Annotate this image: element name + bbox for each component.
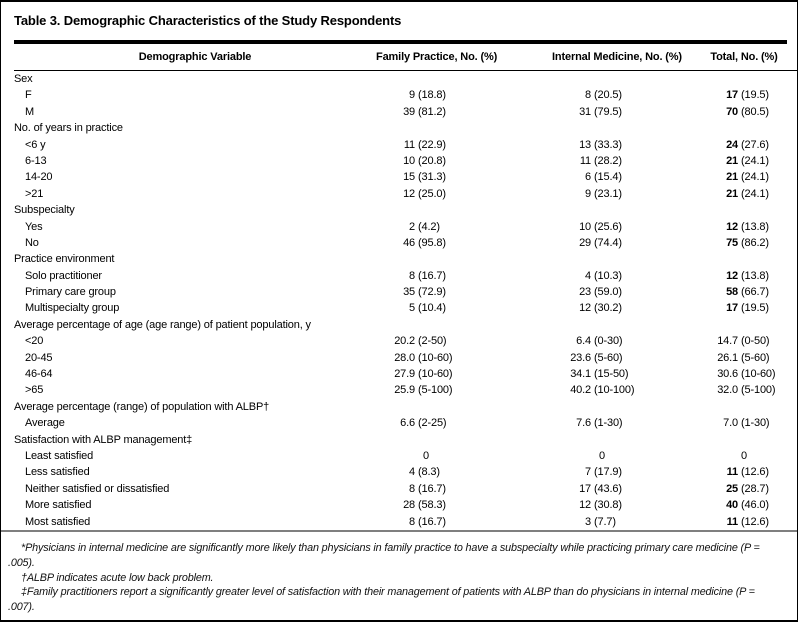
value-percent: (27.6)	[741, 138, 769, 151]
value-number: 20.2	[394, 335, 415, 348]
footnote-divider-rule	[1, 530, 797, 533]
value-percent: (24.1)	[741, 171, 769, 184]
value-percent: (5-60)	[594, 351, 623, 364]
value-number: 30.6	[717, 368, 738, 381]
value-number: 17	[726, 89, 738, 102]
value-number: 11	[403, 138, 415, 151]
table-row	[14, 382, 797, 398]
footnote-marker: †	[21, 571, 27, 584]
value-percent: (79.5)	[594, 105, 622, 118]
value-percent: (43.6)	[594, 482, 622, 495]
table-row	[14, 169, 797, 185]
value-number: 34.1	[570, 368, 591, 381]
value-percent: (2-50)	[418, 335, 447, 348]
value-percent: (23.1)	[594, 187, 622, 200]
table-row	[14, 284, 797, 300]
value-number: 58	[726, 286, 738, 299]
value-number: 9	[585, 187, 591, 200]
value-percent: (1-30)	[594, 417, 623, 430]
table-row	[14, 448, 797, 464]
value-number: 14.7	[717, 335, 738, 348]
value-percent: (19.5)	[741, 302, 769, 315]
value-number: 11	[726, 466, 738, 479]
row-label: Average percentage of age (age range) of patient population, y	[14, 318, 311, 331]
value-percent: (24.1)	[741, 154, 769, 167]
value-percent: (59.0)	[594, 286, 622, 299]
value-number: 17	[579, 482, 591, 495]
footnote-text: ALBP indicates acute low back problem.	[26, 571, 214, 584]
value-number: 10	[403, 154, 415, 167]
table-group-row	[14, 202, 797, 218]
value-number: 75	[726, 236, 738, 249]
table-row	[14, 366, 797, 382]
value-percent: (10-60)	[741, 368, 776, 381]
row-label: Sex	[14, 73, 33, 85]
row-label: >65	[25, 384, 44, 397]
value-percent: (2-25)	[418, 417, 447, 430]
value-number: 25	[726, 482, 738, 495]
footnote	[8, 585, 783, 614]
value-percent: (20.5)	[594, 89, 622, 102]
row-label: Multispecialty group	[25, 302, 120, 315]
value-number: 13	[579, 138, 591, 151]
value-number: 7.0	[723, 417, 738, 430]
row-label: Average	[25, 417, 65, 430]
value-number: 40.2	[570, 384, 591, 397]
row-label: Primary care group	[25, 286, 116, 299]
value-number: 26.1	[717, 351, 738, 364]
row-label: M	[25, 105, 35, 118]
value-number: 28	[403, 499, 415, 512]
row-label: 20-45	[25, 351, 53, 364]
row-label: F	[25, 89, 32, 102]
table-title: Table 3. Demographic Characteristics of the Study Respondents	[14, 13, 402, 28]
value-percent: (4.2)	[418, 220, 440, 233]
value-number: 27.9	[394, 368, 415, 381]
value-number: 11	[579, 154, 591, 167]
value-number: 7.6	[576, 417, 591, 430]
row-label: Satisfaction with ALBP management‡	[14, 433, 193, 446]
footnote-text: Family practitioners report a significantly greater level of satisfaction with their management of patients with ALBP than do physicians in internal medicine (P = .007).	[8, 586, 755, 613]
value-percent: (5-100)	[418, 384, 453, 397]
table-row	[14, 137, 797, 153]
value-cell: 0	[599, 449, 605, 462]
footnotes	[8, 541, 783, 614]
value-number: 40	[726, 499, 738, 512]
table-row	[14, 333, 797, 349]
value-percent: (81.2)	[418, 105, 446, 118]
value-number: 8	[409, 482, 415, 495]
value-number: 25.9	[394, 384, 415, 397]
value-percent: (30.2)	[594, 302, 622, 315]
value-number: 12	[726, 220, 738, 233]
column-header-row	[14, 44, 797, 71]
value-percent: (95.8)	[418, 236, 446, 249]
value-number: 6.4	[576, 335, 591, 348]
value-number: 21	[726, 171, 738, 184]
row-label: Solo practitioner	[25, 269, 102, 282]
table-body	[14, 71, 797, 530]
value-percent: (8.3)	[418, 466, 440, 479]
value-percent: (10-60)	[418, 351, 453, 364]
table-group-row	[14, 120, 797, 136]
value-number: 21	[726, 187, 738, 200]
footnote-marker: *	[21, 542, 26, 555]
value-percent: (12.6)	[741, 515, 769, 528]
row-label: No. of years in practice	[14, 122, 123, 135]
table-row	[14, 87, 797, 103]
table-row	[14, 104, 797, 120]
value-percent: (13.8)	[741, 269, 769, 282]
value-number: 12	[579, 499, 591, 512]
row-label: Less satisfied	[25, 466, 90, 479]
value-percent: (15-50)	[594, 368, 629, 381]
value-percent: (22.9)	[418, 138, 446, 151]
value-percent: (16.7)	[418, 482, 446, 495]
value-percent: (12.6)	[741, 466, 769, 479]
column-header-internal-medicine: Internal Medicine, No. (%)	[552, 51, 682, 63]
footnote	[8, 541, 783, 570]
value-number: 17	[726, 302, 738, 315]
value-number: 3	[585, 515, 591, 528]
row-label: 6-13	[25, 154, 47, 167]
value-percent: (30.8)	[594, 499, 622, 512]
row-label: Yes	[25, 220, 43, 233]
row-label: Neither satisfied or dissatisfied	[25, 482, 170, 495]
value-number: 39	[403, 105, 415, 118]
table-row	[14, 268, 797, 284]
column-header-demographic-variable: Demographic Variable	[138, 51, 252, 63]
value-percent: (10.4)	[418, 302, 446, 315]
column-header-family-practice: Family Practice, No. (%)	[376, 51, 498, 63]
value-percent: (17.9)	[594, 466, 622, 479]
value-percent: (13.8)	[741, 220, 769, 233]
value-percent: (5-60)	[741, 351, 770, 364]
table-row	[14, 514, 797, 530]
row-label: Practice environment	[14, 253, 115, 266]
value-percent: (16.7)	[418, 269, 446, 282]
value-number: 21	[726, 154, 738, 167]
value-percent: (72.9)	[418, 286, 446, 299]
row-label: <6 y	[25, 138, 46, 151]
value-number: 11	[726, 515, 738, 528]
value-number: 31	[579, 105, 591, 118]
footnote	[8, 571, 783, 586]
value-percent: (33.3)	[594, 138, 622, 151]
table-group-row	[14, 317, 797, 333]
value-percent: (74.4)	[594, 236, 622, 249]
value-number: 29	[579, 236, 591, 249]
value-percent: (7.7)	[594, 515, 616, 528]
column-header-total: Total, No. (%)	[710, 51, 778, 63]
value-number: 70	[726, 105, 738, 118]
value-percent: (20.8)	[418, 154, 446, 167]
value-number: 28.0	[394, 351, 415, 364]
value-number: 6	[585, 171, 591, 184]
value-percent: (66.7)	[741, 286, 769, 299]
value-number: 24	[726, 138, 738, 151]
value-number: 46	[403, 236, 415, 249]
value-number: 12	[579, 302, 591, 315]
value-percent: (80.5)	[741, 105, 769, 118]
value-number: 12	[403, 187, 415, 200]
table-row	[14, 235, 797, 251]
row-label: No	[25, 236, 39, 249]
table-group-row	[14, 251, 797, 267]
value-cell: 0	[423, 449, 429, 462]
table-row	[14, 186, 797, 202]
table-group-row	[14, 432, 797, 448]
value-percent: (5-100)	[741, 384, 776, 397]
table-group-row	[14, 71, 797, 87]
value-number: 8	[585, 89, 591, 102]
table-row	[14, 415, 797, 431]
value-number: 15	[403, 171, 415, 184]
value-number: 4	[409, 466, 415, 479]
value-number: 7	[585, 466, 591, 479]
value-percent: (15.4)	[594, 171, 622, 184]
value-number: 12	[726, 269, 738, 282]
value-percent: (10-100)	[594, 384, 635, 397]
value-percent: (1-30)	[741, 417, 770, 430]
value-number: 4	[585, 269, 591, 282]
value-percent: (16.7)	[418, 515, 446, 528]
value-number: 23	[579, 286, 591, 299]
value-number: 5	[409, 302, 415, 315]
table-group-row	[14, 399, 797, 415]
table-row	[14, 481, 797, 497]
value-cell: 0	[741, 449, 747, 462]
value-percent: (25.6)	[594, 220, 622, 233]
row-label: Most satisfied	[25, 515, 91, 528]
value-percent: (46.0)	[741, 499, 769, 512]
value-percent: (58.3)	[418, 499, 446, 512]
value-number: 9	[409, 89, 415, 102]
value-percent: (19.5)	[741, 89, 769, 102]
value-percent: (24.1)	[741, 187, 769, 200]
table-row	[14, 464, 797, 480]
table-row	[14, 497, 797, 513]
table-row	[14, 219, 797, 235]
value-number: 8	[409, 515, 415, 528]
row-label: 14-20	[25, 171, 53, 184]
row-label: More satisfied	[25, 499, 92, 512]
table-row	[14, 153, 797, 169]
row-label: <20	[25, 335, 44, 348]
table-row	[14, 300, 797, 316]
value-percent: (28.7)	[741, 482, 769, 495]
value-percent: (31.3)	[418, 171, 446, 184]
value-percent: (0-50)	[741, 335, 770, 348]
value-percent: (10-60)	[418, 368, 453, 381]
row-label: >21	[25, 187, 44, 200]
value-percent: (86.2)	[741, 236, 769, 249]
value-number: 2	[409, 220, 415, 233]
row-label: Least satisfied	[25, 449, 94, 462]
row-label: Average percentage (range) of population with ALBP†	[14, 400, 270, 413]
value-number: 35	[403, 286, 415, 299]
value-percent: (10.3)	[594, 269, 622, 282]
value-percent: (0-30)	[594, 335, 623, 348]
table-row	[14, 350, 797, 366]
value-number: 32.0	[717, 384, 738, 397]
row-label: 46-64	[25, 368, 53, 381]
row-label: Subspecialty	[14, 204, 75, 217]
footnote-text: Physicians in internal medicine are significantly more likely than physicians in family practice to have a subspecialty while practicing primary care medicine (P = .005).	[8, 542, 760, 570]
value-percent: (18.8)	[418, 89, 446, 102]
value-percent: (25.0)	[418, 187, 446, 200]
value-number: 10	[579, 220, 591, 233]
footnote-marker: ‡	[21, 586, 27, 599]
value-number: 8	[409, 269, 415, 282]
value-number: 6.6	[400, 417, 415, 430]
value-percent: (28.2)	[594, 154, 622, 167]
value-number: 23.6	[570, 351, 591, 364]
